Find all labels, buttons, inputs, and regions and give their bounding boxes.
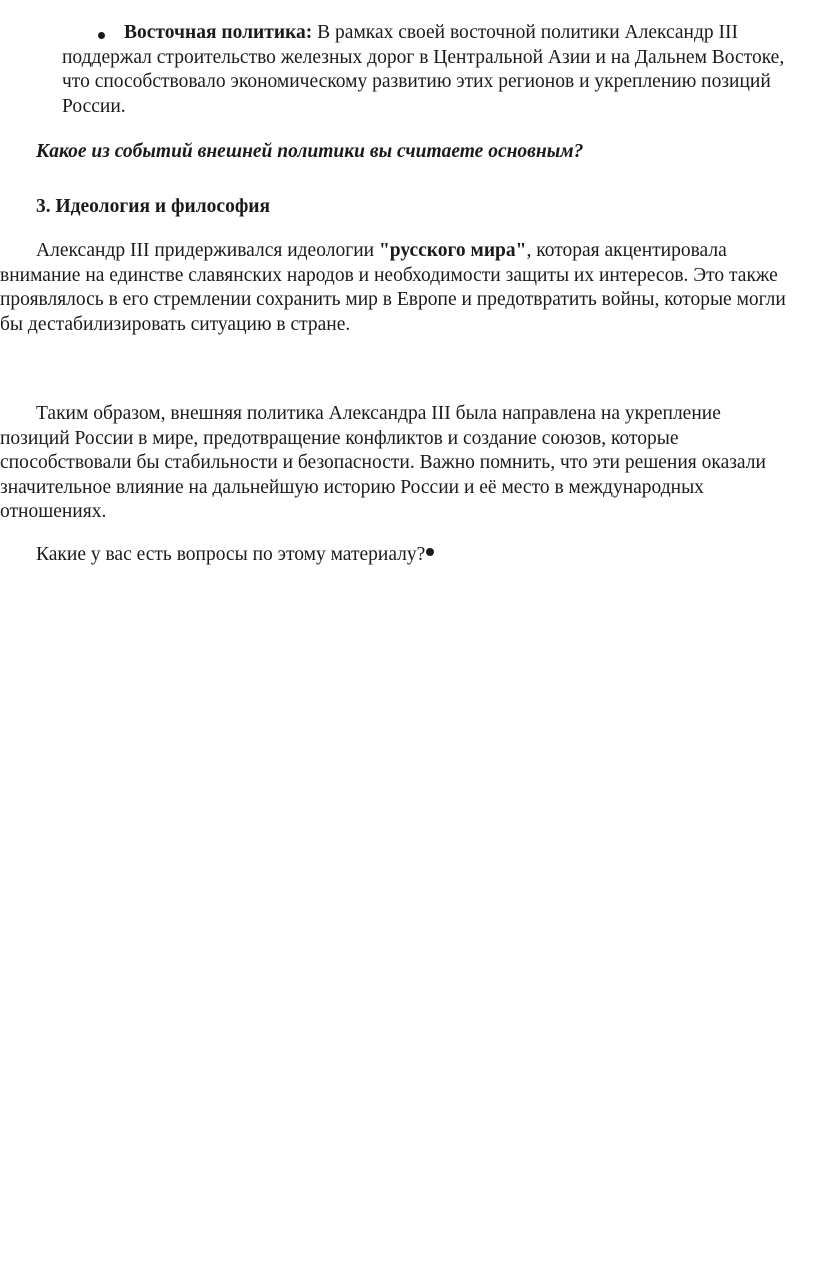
bullet-label: Восточная политика:: [124, 22, 313, 43]
end-bullet-dot: [426, 548, 434, 556]
paragraph-conclusion: Таким образом, внешняя политика Александра III была направлена на укрепление позиций России в мире, предотвращение конфликтов и создание союзов, которые способствовали бы стабильности и безопасности. Важно помнить, что эти решения оказали значительное влияние на дальнейшую историю России и её место в международных отношениях.: [0, 403, 766, 522]
paragraph-ideology: [0, 239, 795, 337]
section-heading: 3. Идеология и философия: [36, 196, 271, 217]
bullet-eastern-policy: [62, 21, 792, 119]
paragraph-ideology-rest: , которая акцентировала внимание на единстве славянских народов и необходимости защиты их интересов. Это также проявлялось в его стремлении сохранить мир в Европе и предотвратить войны, которые могли бы дестабилизировать ситуацию в стране.: [0, 240, 786, 335]
discussion-question: Какое из событий внешней политики вы считаете основным?: [36, 141, 584, 162]
questions-prompt: Какие у вас есть вопросы по этому материалу?: [36, 544, 426, 565]
russian-world-term: "русского мира": [378, 240, 527, 261]
paragraph-questions: [0, 543, 795, 568]
paragraph-ideology-start: Александр III придерживался идеологии: [36, 240, 379, 261]
bullet-text: В рамках своей восточной политики Александр III поддержал строительство железных дорог в Центральной Азии и на Дальнем Востоке, что способствовало экономическому развитию этих регионов и укреплению позиций России.: [62, 22, 785, 117]
